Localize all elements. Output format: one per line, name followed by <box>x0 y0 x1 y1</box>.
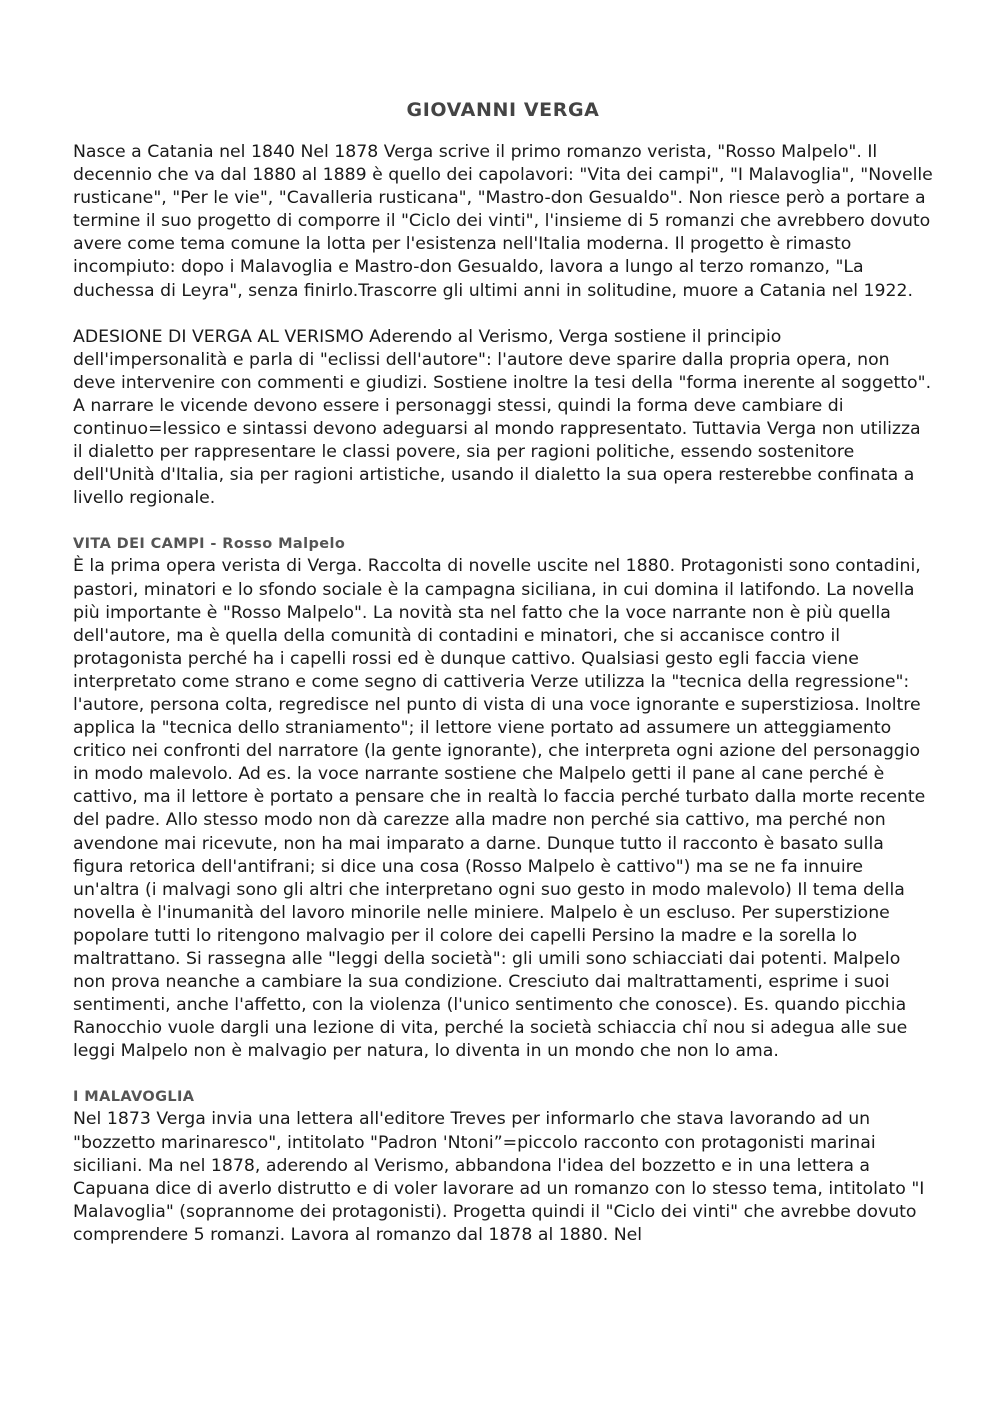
paragraph-gap <box>73 303 933 326</box>
document-title: GIOVANNI VERGA <box>406 99 600 121</box>
section-heading-vita-dei-campi: VITA DEI CAMPI - Rosso Malpelo <box>73 536 346 553</box>
section-heading-malavoglia: I MALAVOGLIA <box>73 1089 195 1106</box>
section-body-malavoglia: Nel 1873 Verga invia una lettera all'editore Treves per informarlo che stava lavorando ad un "bozzetto marinaresco", intitolato "Padron 'Ntoni”=piccolo racconto con protagonisti marinai siciliani. Ma nel 1878, aderendo al Verismo, abbandona l'idea del bozzetto e in una lettera a Capuana dice di averlo distrutto e di voler lavorare ad un romanzo con lo stesso tema, intitolato "I Malavoglia" (soprannome dei protagonisti). Progetta quindi il "Ciclo dei vinti" che avrebbe dovuto comprendere 5 romanzi. Lavora al romanzo dal 1878 al 1880. Nel <box>73 1109 925 1245</box>
paragraph-gap <box>73 1063 933 1086</box>
verismo-paragraph: ADESIONE DI VERGA AL VERISMO Aderendo al Verismo, Verga sostiene il principio dell'impersonalità e parla di "eclissi dell'autore": l'autore deve sparire dalla propria opera, non deve intervenire con commenti e giudizi. Sostiene inoltre la tesi della "forma inerente al soggetto". A narrare le vicende devono essere i personaggi stessi, quindi la forma deve cambiare di continuo=lessico e sintassi devono adeguarsi al mondo rappresentato. Tuttavia Verga non utilizza il dialetto per rappresentare le classi povere, sia per ragioni politiche, essendo sostenitore dell'Unità d'Italia, sia per ragioni artistiche, usando il dialetto la sua opera resterebbe confinata a livello regionale. <box>73 326 932 509</box>
section-body-vita-dei-campi: È la prima opera verista di Verga. Raccolta di novelle uscite nel 1880. Protagonisti sono contadini, pastori, minatori e lo sfondo sociale è la campagna siciliana, in cui domina il latifondo. La novella più importante è "Rosso Malpelo". La novità sta nel fatto che la voce narrante non è più quella dell'autore, ma è quella della comunità di contadini e minatori, che si accanisce contro il protagonista perché ha i capelli rossi ed è dunque cattivo. Qualsiasi gesto egli faccia viene interpretato come strano e come segno di cattiveria Verze utilizza la "tecnica della regressione": l'autore, persona colta, regredisce nel punto di vista di una voce ignorante e superstiziosa. Inoltre applica la "tecnica dello straniamento"; il lettore viene portato ad assumere un atteggiamento critico nei confronti del narratore (la gente ignorante), che interpreta ogni azione del personaggio in modo malevolo. Ad es. la voce narrante sostiene che Malpelo getti il pane al cane perché è cattivo, ma il lettore è portato a pensare che in realtà lo faccia perché turbato dalla morte recente del padre. Allo stesso modo non dà carezze alla madre non perché sia cattivo, ma perché non avendone mai ricevute, non ha mai imparato a darne. Dunque tutto il racconto è basato sulla figura retorica dell'antifrani; si dice una cosa (Rosso Malpelo è cattivo") ma se ne fa innuire un'altra (i malvagi sono gli altri che interpretano ogni suo gesto in modo malevolo) Il tema della novella è l'inumanità del lavoro minorile nelle miniere. Malpelo è un escluso. Per superstizione popolare tutti lo ritengono malvagio per il colore dei capelli Persino la madre e la sorella lo maltrattano. Si rassegna alle "leggi della società": gli umili sono schiacciati dai potenti. Malpelo non prova neanche a cambiare la sua condizione. Cresciuto dai maltrattamenti, esprime i suoi sentimenti, anche l'affetto, con la violenza (l'unico sentimento che conosce). Es. quando picchia Ranocchio vuole dargli una lezione di vita, perché la società schiaccia chỉ nou si adegua alle sue leggi Malpelo non è malvagio per natura, lo diventa in un mondo che non lo ama. <box>73 556 926 1062</box>
paragraph-gap <box>73 510 933 533</box>
biography-paragraph: Nasce a Catania nel 1840 Nel 1878 Verga scrive il primo romanzo verista, "Rosso Malpelo". Il decennio che va dal 1880 al 1889 è quello dei capolavori: "Vita dei campi", "I Malavoglia", "Novelle rusticane", "Per le vie", "Cavalleria rusticana", "Mastro-don Gesualdo". Non riesce però a portare a termine il suo progetto di comporre il "Ciclo dei vinti", l'insieme di 5 romanzi che avrebbero dovuto avere come tema comune la lotta per l'esistenza nell'Italia moderna. Il progetto è rimasto incompiuto: dopo i Malavoglia e Mastro-don Gesualdo, lavora a lungo al terzo romanzo, "La duchessa di Leyra", senza finirlo.Trascorre gli ultimi anni in solitudine, muore a Catania nel 1922. <box>73 142 933 301</box>
document-page <box>73 96 933 1247</box>
